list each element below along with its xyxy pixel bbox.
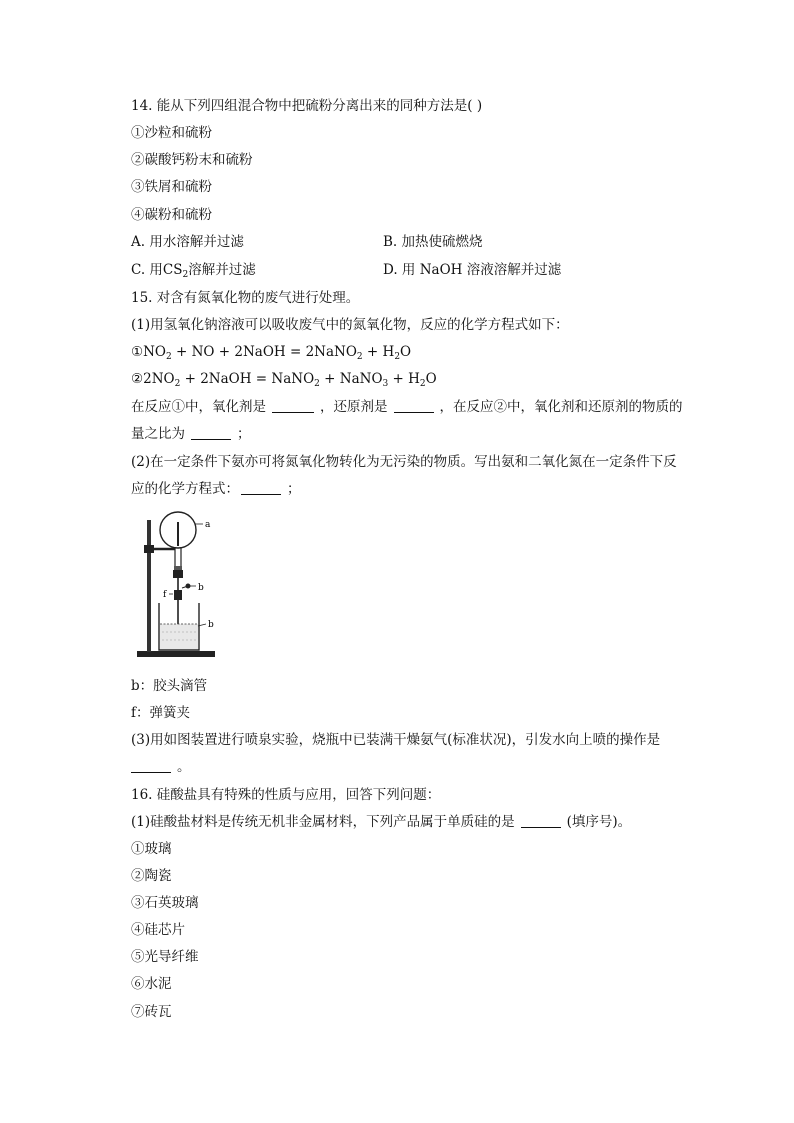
figure-label-f: f — [163, 590, 167, 600]
stopper — [173, 570, 183, 578]
q16-item-2: ②陶瓷 — [131, 868, 172, 884]
q15-part2-text: (2)在一定条件下氨亦可将氮氧化物转化为无污染的物质。写出氨和二氧化氮在一定条件下反 — [131, 454, 677, 470]
q16-part1-text: (1)硅酸盐材料是传统无机非金属材料，下列产品属于单质硅的是 (填序号)。 — [131, 814, 632, 830]
spring-clip — [174, 590, 182, 600]
answer-blank[interactable] — [272, 399, 314, 413]
q14-item-1: ①沙粒和硫粉 — [131, 125, 212, 141]
q14-option-a: A. 用水溶解并过滤 — [131, 234, 244, 250]
q16-item-7: ⑦砖瓦 — [131, 1004, 172, 1020]
inner-dropper — [177, 522, 179, 546]
figure-legend-b: b：胶头滴管 — [131, 678, 208, 694]
q14-item-4: ④碳粉和硫粉 — [131, 207, 212, 223]
answer-blank[interactable] — [521, 814, 561, 828]
q16-stem: 16. 硅酸盐具有特殊的性质与应用，回答下列问题： — [131, 787, 441, 803]
q16-item-4: ④硅芯片 — [131, 922, 185, 938]
figure-label-a: a — [205, 520, 211, 530]
q14-item-3: ③铁屑和硫粉 — [131, 179, 212, 195]
answer-blank[interactable] — [131, 759, 171, 773]
q15-oxidant-question: 在反应①中，氧化剂是 ，还原剂是 ，在反应②中，氧化剂和还原剂的物质的 — [131, 399, 683, 415]
fountain-experiment-figure — [131, 508, 221, 662]
q15-ratio-question: 量之比为 ； — [131, 426, 251, 442]
answer-blank[interactable] — [191, 426, 231, 440]
q14-option-d: D. 用 NaOH 溶液溶解并过滤 — [383, 262, 562, 278]
q14-stem: 14. 能从下列四组混合物中把硫粉分离出来的同种方法是( ) — [131, 98, 483, 114]
q16-item-5: ⑤光导纤维 — [131, 949, 199, 965]
figure-legend-f: f：弹簧夹 — [131, 705, 190, 721]
q15-equation-2: $②2NO_2$ + 2NaOH = NaNO$_2$ + NaNO$_3$ + $H_2O$ — [131, 371, 437, 389]
water — [160, 624, 198, 649]
figure-label-b-beaker: b — [208, 620, 214, 630]
clamp-boss — [144, 545, 154, 553]
figure-label-b-dropper: b — [198, 583, 204, 593]
answer-blank[interactable] — [394, 399, 434, 413]
q16-item-6: ⑥水泥 — [131, 976, 172, 992]
q14-item-2: ②碳酸钙粉末和硫粉 — [131, 152, 253, 168]
stand-rod — [147, 520, 151, 652]
q15-part3-text: (3)用如图装置进行喷泉实验，烧瓶中已装满干燥氨气(标准状况)，引发水向上喷的操作是 — [131, 732, 661, 748]
q15-part1-text: (1)用氢氧化钠溶液可以吸收废气中的氮氧化物，反应的化学方程式如下： — [131, 317, 569, 333]
q16-item-3: ③石英玻璃 — [131, 895, 199, 911]
q15-equation-1: $①NO_2$ + NO + 2NaOH = 2NaNO$_2$ + $H_2O$ — [131, 344, 412, 362]
q15-stem: 15. 对含有氮氧化物的废气进行处理。 — [131, 290, 360, 306]
answer-blank[interactable] — [241, 481, 281, 495]
q15-part2-question: 应的化学方程式： ； — [131, 481, 301, 497]
q14-option-c: C. 用$CS_2$溶解并过滤 — [131, 262, 256, 280]
q15-part3-answer: 。 — [131, 758, 191, 776]
q14-option-b: B. 加热使硫燃烧 — [383, 234, 483, 250]
q16-item-1: ①玻璃 — [131, 841, 172, 857]
